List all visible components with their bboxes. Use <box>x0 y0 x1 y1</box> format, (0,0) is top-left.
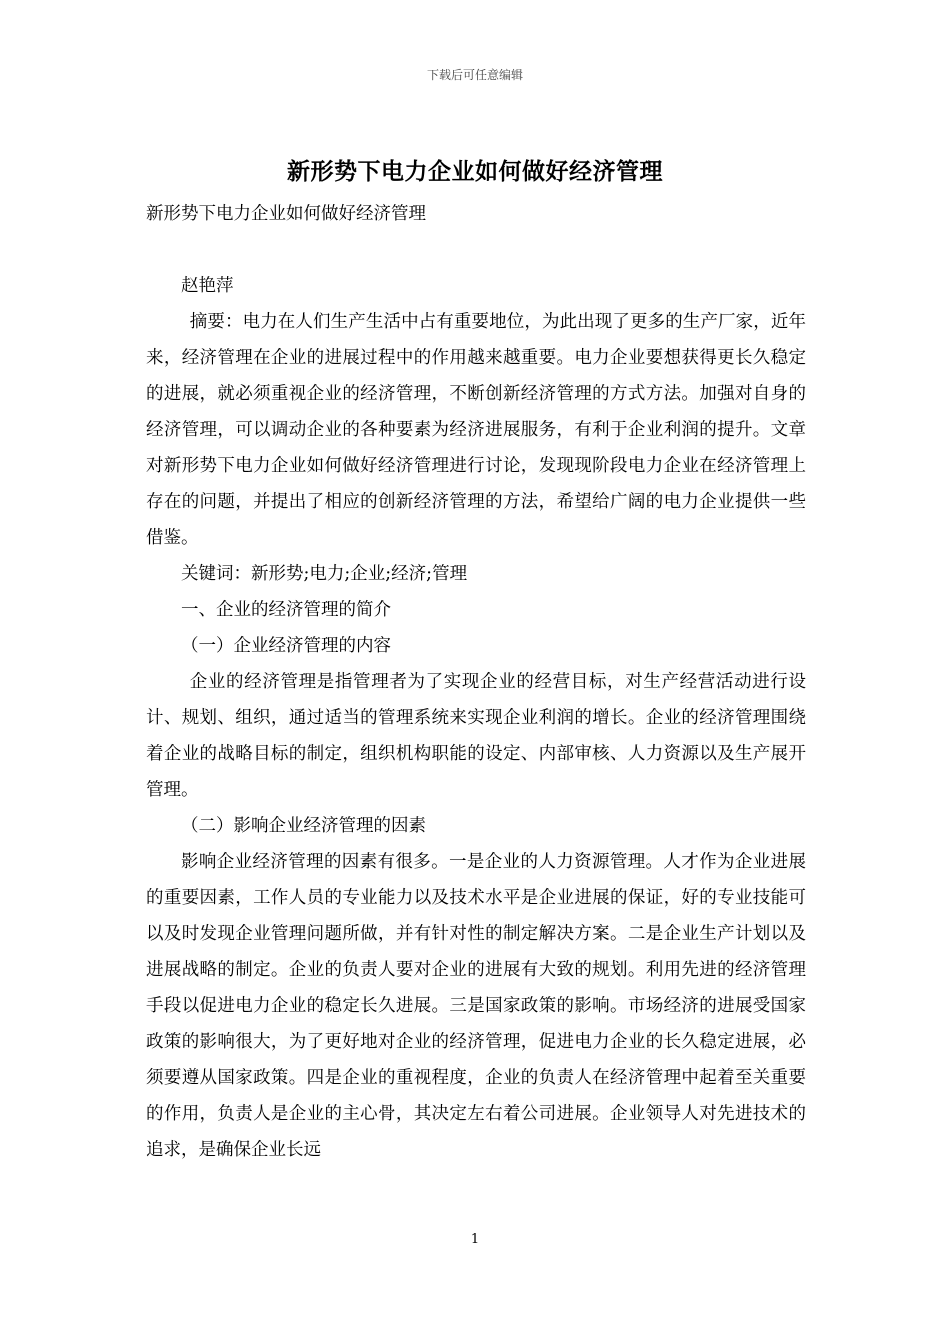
keywords-line: 关键词：新形势;电力;企业;经济;管理 <box>181 564 468 584</box>
subsection-heading-1: （一）企业经济管理的内容 <box>181 636 391 656</box>
document-title: 新形势下电力企业如何做好经济管理 <box>287 158 663 185</box>
page-header-note: 下载后可任意编辑 <box>426 68 523 82</box>
blank-line <box>146 232 806 268</box>
document-body <box>146 196 806 1168</box>
subsection-heading-2: （二）影响企业经济管理的因素 <box>181 816 426 836</box>
document-subtitle: 新形势下电力企业如何做好经济管理 <box>146 204 426 224</box>
abstract-paragraph: 摘要：电力在人们生产生活中占有重要地位，为此出现了更多的生产厂家，近年来，经济管理在企业的进展过程中的作用越来越重要。电力企业要想获得更长久稳定的进展，就必须重视企业的经济管理，不断创新经济管理的方式方法。加强对自身的经济管理，可以调动企业的各种要素为经济进展服务，有利于企业利润的提升。文章对新形势下电力企业如何做好经济管理进行讨论，发现现阶段电力企业在经济管理上存在的问题，并提出了相应的创新经济管理的方法，希望给广阔的电力企业提供一些借鉴。 <box>146 312 806 548</box>
body-paragraph-2: 影响企业经济管理的因素有很多。一是企业的人力资源管理。人才作为企业进展的重要因素，工作人员的专业能力以及技术水平是企业进展的保证，好的专业技能可以及时发现企业管理问题所做，并有针对性的制定解决方案。二是企业生产计划以及进展战略的制定。企业的负责人要对企业的进展有大致的规划。利用先进的经济管理手段以促进电力企业的稳定长久进展。三是国家政策的影响。市场经济的进展受国家政策的影响很大，为了更好地对企业的经济管理，促进电力企业的长久稳定进展，必须要遵从国家政策。四是企业的重视程度，企业的负责人在经济管理中起着至关重要的作用，负责人是企业的主心骨，其决定左右着公司进展。企业领导人对先进技术的追求，是确保企业长远 <box>146 852 806 1160</box>
author-name: 赵艳萍 <box>181 276 234 296</box>
body-paragraph-1: 企业的经济管理是指管理者为了实现企业的经营目标，对生产经营活动进行设计、规划、组织，通过适当的管理系统来实现企业利润的增长。企业的经济管理围绕着企业的战略目标的制定，组织机构职能的设定、内部审核、人力资源以及生产展开管理。 <box>146 672 806 800</box>
page-number: 1 <box>470 1232 480 1247</box>
section-heading-1: 一、企业的经济管理的简介 <box>181 600 391 620</box>
